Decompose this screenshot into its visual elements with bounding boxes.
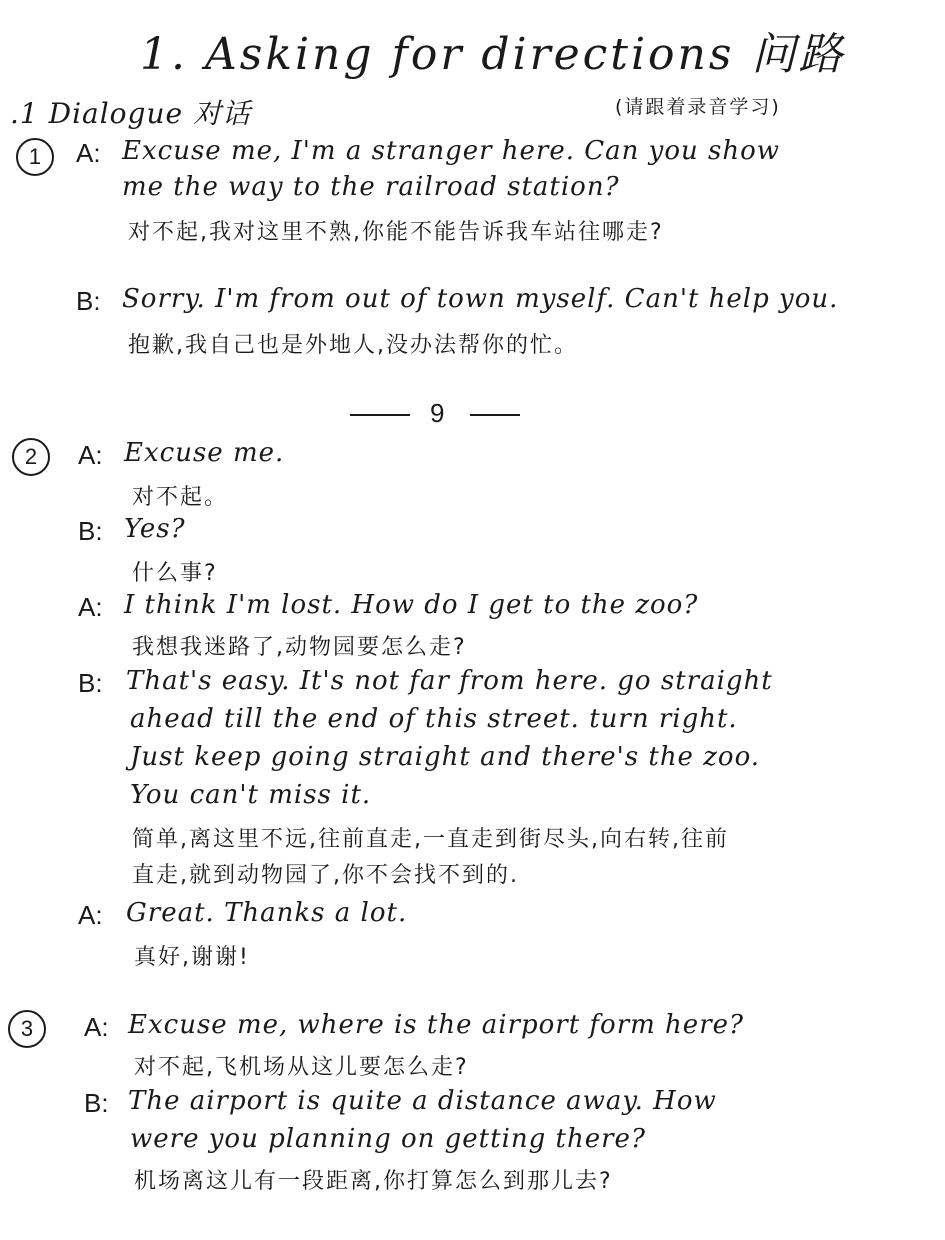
chinese-line: 什么事? bbox=[132, 561, 218, 586]
page-title: 1. Asking for directions 问路 bbox=[140, 29, 846, 80]
english-line: Yes? bbox=[124, 514, 186, 544]
english-line: Excuse me, where is the airport form here? bbox=[128, 1010, 744, 1040]
speaker-label: A: bbox=[84, 1012, 109, 1042]
chinese-line: 我想我迷路了,动物园要怎么走? bbox=[132, 635, 467, 660]
english-line: ahead till the end of this street. turn right. bbox=[130, 704, 738, 734]
speaker-label: A: bbox=[78, 900, 103, 930]
chinese-line: 直走,就到动物园了,你不会找不到的. bbox=[132, 863, 519, 888]
chinese-line: 简单,离这里不远,往前直走,一直走到街尽头,向右转,往前 bbox=[132, 827, 729, 852]
dialogue-number: 3 bbox=[8, 1010, 46, 1048]
english-line: Excuse me, I'm a stranger here. Can you show bbox=[122, 136, 781, 166]
chinese-line: 抱歉,我自己也是外地人,没办法帮你的忙。 bbox=[128, 333, 578, 358]
english-line: me the way to the railroad station? bbox=[122, 172, 620, 202]
speaker-label: B: bbox=[78, 668, 103, 698]
english-line: were you planning on getting there? bbox=[130, 1124, 646, 1154]
chinese-line: 机场离这儿有一段距离,你打算怎么到那儿去? bbox=[134, 1169, 613, 1194]
english-line: That's easy. It's not far from here. go straight bbox=[126, 666, 773, 696]
english-line: Just keep going straight and there's the zoo. bbox=[130, 742, 761, 772]
speaker-label: A: bbox=[78, 440, 103, 470]
english-line: Great. Thanks a lot. bbox=[126, 898, 408, 928]
speaker-label: A: bbox=[78, 592, 103, 622]
page-number: 9 bbox=[430, 398, 445, 428]
english-line: Sorry. I'm from out of town myself. Can't help you. bbox=[122, 284, 839, 314]
dialogue-number: 2 bbox=[12, 438, 50, 476]
section-heading: .1 Dialogue 对话 bbox=[10, 97, 251, 130]
english-line: The airport is quite a distance away. How bbox=[128, 1086, 717, 1116]
english-line: I think I'm lost. How do I get to the zoo? bbox=[124, 590, 699, 620]
chinese-line: 真好,谢谢! bbox=[134, 945, 250, 970]
page-number-rule-left bbox=[350, 414, 410, 416]
english-line: You can't miss it. bbox=[130, 780, 372, 810]
speaker-label: A: bbox=[76, 138, 101, 168]
english-line: Excuse me. bbox=[124, 438, 285, 468]
speaker-label: B: bbox=[84, 1088, 109, 1118]
page-number-rule-right bbox=[470, 414, 520, 416]
chinese-line: 对不起,我对这里不熟,你能不能告诉我车站往哪走? bbox=[128, 220, 664, 245]
dialogue-number: 1 bbox=[16, 138, 54, 176]
study-note: (请跟着录音学习) bbox=[615, 96, 781, 118]
speaker-label: B: bbox=[76, 286, 101, 316]
chinese-line: 对不起。 bbox=[132, 485, 229, 510]
chinese-line: 对不起,飞机场从这儿要怎么走? bbox=[134, 1055, 469, 1080]
speaker-label: B: bbox=[78, 516, 103, 546]
